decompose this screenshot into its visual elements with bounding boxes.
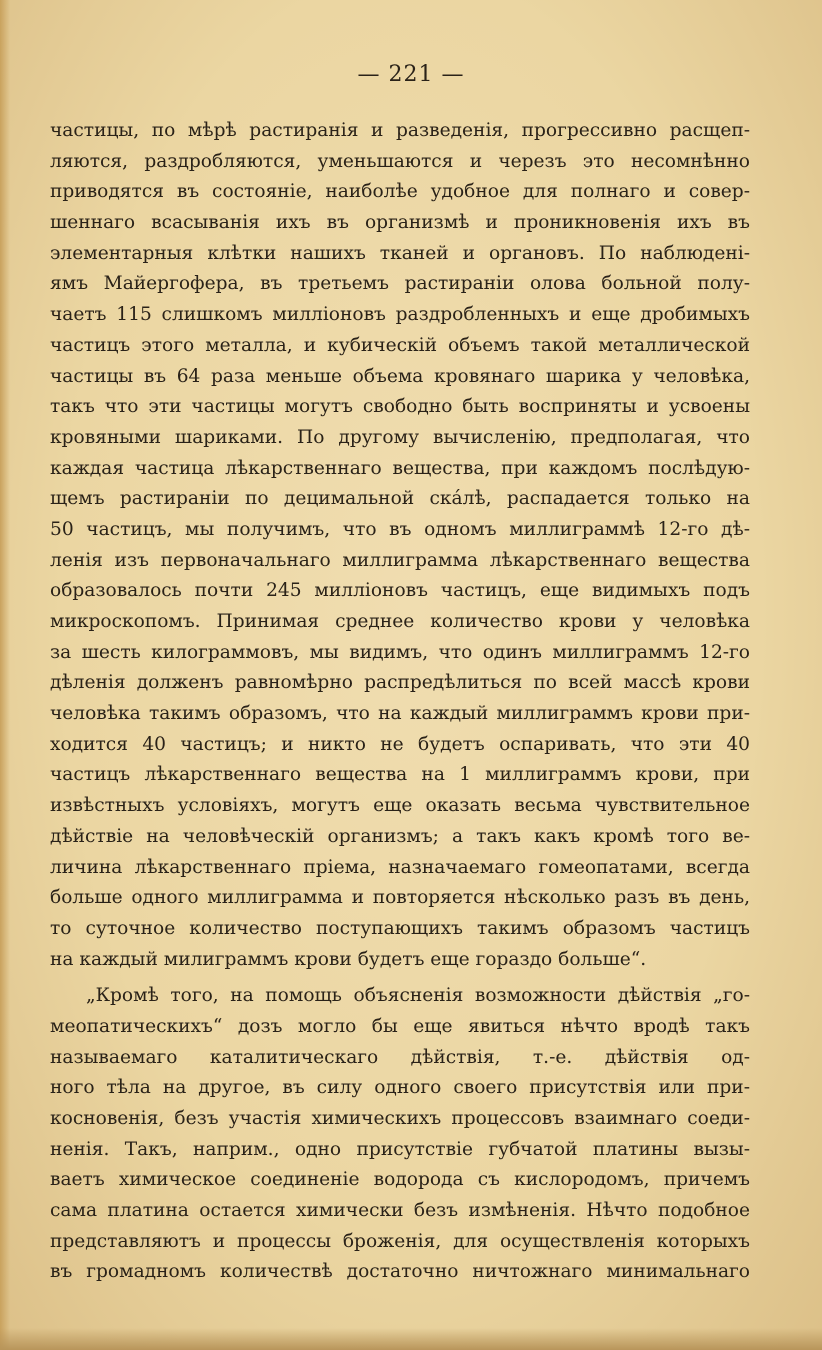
text-line: ного тѣла на другое, въ силу одного своего присутствія или при- xyxy=(50,1077,750,1099)
text-line: представляютъ и процессы броженія, для осуществленія которыхъ xyxy=(50,1230,750,1252)
text-line: больше одного миллиграмма и повторяется нѣсколько разъ въ день, xyxy=(50,887,750,909)
text-line: ляются, раздробляются, уменьшаются и черезъ это несомнѣнно xyxy=(50,150,750,172)
text-line: ненія. Такъ, наприм., одно присутствіе губчатой платины вызы- xyxy=(50,1138,750,1160)
text-line: такъ что эти частицы могутъ свободно быть восприняты и усвоены xyxy=(50,396,750,418)
text-line: ходится 40 частицъ; и никто не будетъ оспаривать, что эти 40 xyxy=(50,733,750,755)
text-line: щемъ растираніи по децимальной скáлѣ, распадается только на xyxy=(50,488,750,510)
text-line: ямъ Майергофера, въ третьемъ растираніи олова больной полу- xyxy=(50,273,750,295)
text-line: извѣстныхъ условіяхъ, могутъ еще оказать весьма чувствительное xyxy=(50,795,750,817)
text-line: 50 частицъ, мы получимъ, что въ одномъ миллиграммѣ 12-го дѣ- xyxy=(50,518,750,540)
text-line: приводятся въ состояніе, наиболѣе удобное для полнаго и совер- xyxy=(50,181,750,203)
page-edge-shadow-left xyxy=(0,0,10,1350)
text-line: каждая частица лѣкарственнаго вещества, при каждомъ послѣдую- xyxy=(50,457,750,479)
text-line: образовалось почти 245 милліоновъ частицъ, еще видимыхъ подъ xyxy=(50,580,750,602)
text-line: кровяными шариками. По другому вычисленію, предполагая, что xyxy=(50,426,750,448)
text-line: называемаго каталитическаго дѣйствія, т.-е. дѣйствія од- xyxy=(50,1046,750,1068)
text-line: дѣленія долженъ равномѣрно распредѣлиться по всей массѣ крови xyxy=(50,672,750,694)
text-line: дѣйствіе на человѣческій организмъ; а такъ какъ кромѣ того ве- xyxy=(50,825,750,847)
text-line: чаетъ 115 слишкомъ милліоновъ раздробленныхъ и еще дробимыхъ xyxy=(50,304,750,326)
text-line-paragraph-start: „Кромѣ того, на помощь объясненія возможности дѣйствія „го- xyxy=(86,985,750,1007)
text-line: частицы въ 64 раза меньше объема кровянаго шарика у человѣка, xyxy=(50,365,750,387)
text-line: косновенія, безъ участія химическихъ процессовъ взаимнаго соеди- xyxy=(50,1108,750,1129)
text-line: частицы, по мѣрѣ растиранія и разведенія, прогрессивно расщеп- xyxy=(50,120,750,141)
text-line: микроскопомъ. Принимая среднее количество крови у человѣка xyxy=(50,611,750,632)
text-line: сама платина остается химически безъ измѣненія. Нѣчто подобное xyxy=(50,1200,750,1222)
text-line: элементарныя клѣтки нашихъ тканей и органовъ. По наблюдені- xyxy=(50,242,750,264)
text-line: личина лѣкарственнаго пріема, назначаемаго гомеопатами, всегда xyxy=(50,856,750,878)
text-line: частицъ этого металла, и кубическій объемъ такой металлической xyxy=(50,334,750,356)
body-text xyxy=(50,116,750,1288)
text-line: шеннаго всасыванія ихъ въ организмѣ и проникновенія ихъ въ xyxy=(50,212,750,234)
text-line: ленія изъ первоначальнаго миллиграмма лѣкарственнаго вещества xyxy=(50,549,750,571)
text-line: человѣка такимъ образомъ, что на каждый миллиграммъ крови при- xyxy=(50,703,750,725)
text-line: на каждый милиграммъ крови будетъ еще гораздо больше“. xyxy=(50,948,647,970)
text-line: частицъ лѣкарственнаго вещества на 1 миллиграммъ крови, при xyxy=(50,764,750,786)
text-line: меопатическихъ“ дозъ могло бы еще явиться нѣчто вродѣ такъ xyxy=(50,1015,750,1037)
text-line: ваетъ химическое соединеніе водорода съ кислородомъ, причемъ xyxy=(50,1169,750,1191)
text-line: то суточное количество поступающихъ такимъ образомъ частицъ xyxy=(50,917,750,939)
page-edge-shadow-bottom xyxy=(0,1328,822,1350)
text-line: въ громадномъ количествѣ достаточно ничтожнаго минимальнаго xyxy=(50,1261,750,1283)
text-line: за шесть килограммовъ, мы видимъ, что одинъ миллиграммъ 12-го xyxy=(50,641,750,663)
page-number: — 221 — xyxy=(357,62,465,87)
